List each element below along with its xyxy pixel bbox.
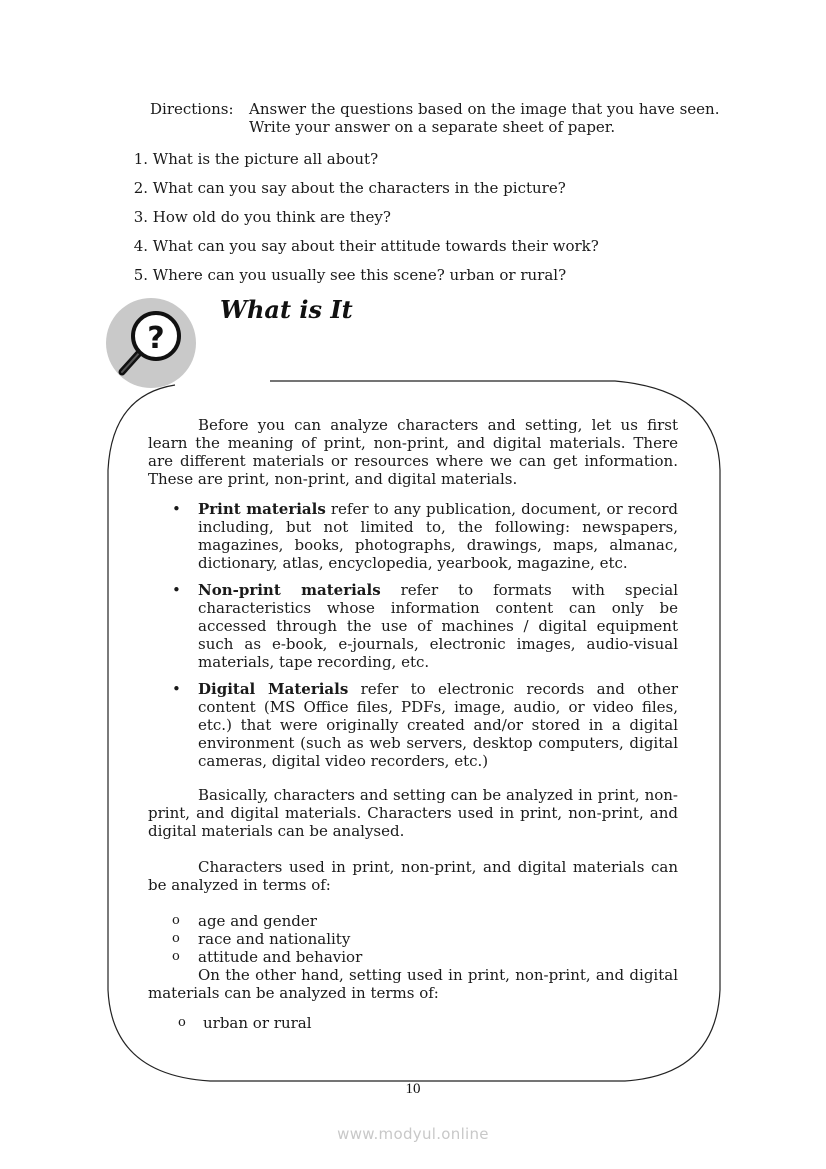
question-text: What can you say about their attitude towards their work? — [152, 237, 599, 255]
magnifier-question-icon — [106, 298, 196, 388]
question-text: How old do you think are they? — [152, 208, 391, 226]
circle-bullet-icon: o — [172, 931, 180, 946]
question-text: What can you say about the characters in the picture? — [152, 179, 566, 197]
character-aspect-item — [148, 930, 678, 948]
bullet-icon: • — [172, 500, 181, 518]
setting-aspects-list — [148, 1014, 678, 1032]
question-number: 1. — [133, 150, 148, 168]
definition: refer to electronic records and other content (MS Office files, PDFs, image, audio, or video files, etc.) that were originally created and/or stored in a digital environment (such as web servers, desktop computers, digital cameras, digital video recorders, etc.) — [198, 680, 678, 770]
bullet-icon: • — [172, 581, 181, 599]
materials-list-item — [148, 500, 678, 572]
term: Digital Materials — [198, 680, 349, 698]
page-number: 10 — [405, 1081, 421, 1097]
section-title: What is It — [220, 295, 353, 324]
aspect-text: attitude and behavior — [198, 948, 363, 966]
question-number: 4. — [133, 237, 148, 255]
aspect-text: urban or rural — [203, 1014, 312, 1032]
intro-paragraph: Before you can analyze characters and setting, let us first learn the meaning of print, non-print, and digital materials. There are different materials or resources where we can get information. These are print, non-print, and digital materials. — [148, 416, 678, 488]
question-number: 3. — [133, 208, 148, 226]
character-aspect-item — [148, 948, 678, 966]
directions-label: Directions: — [150, 100, 234, 118]
question-text: Where can you usually see this scene? urban or rural? — [152, 266, 567, 284]
directions-line-1: Answer the questions based on the image that you have seen. — [249, 100, 720, 118]
question-text: What is the picture all about? — [152, 150, 379, 168]
svg-text:?: ? — [147, 321, 165, 356]
term: Non-print materials — [198, 581, 381, 599]
materials-list-item — [148, 581, 678, 671]
character-aspects-list — [148, 912, 678, 966]
aspect-text: age and gender — [198, 912, 317, 930]
watermark: www.modyul.online — [337, 1125, 489, 1143]
setting-intro: On the other hand, setting used in print, non-print, and digital materials can be analyzed in terms of: — [148, 966, 678, 1002]
basically-paragraph: Basically, characters and setting can be analyzed in print, non-print, and digital materials. Characters used in print, non-print, and digital materials can be analysed. — [148, 786, 678, 840]
materials-list-item — [148, 680, 678, 770]
question-number: 2. — [133, 179, 148, 197]
aspect-text: race and nationality — [198, 930, 351, 948]
setting-aspect-item — [148, 1014, 678, 1032]
circle-bullet-icon: o — [172, 913, 180, 928]
question-number: 5. — [133, 266, 148, 284]
bullet-icon: • — [172, 680, 181, 698]
circle-bullet-icon: o — [178, 1015, 186, 1030]
content-box — [148, 416, 678, 1032]
circle-bullet-icon: o — [172, 949, 180, 964]
directions-line-2: Write your answer on a separate sheet of paper. — [249, 118, 616, 136]
term: Print materials — [198, 500, 326, 518]
characters-intro: Characters used in print, non-print, and digital materials can be analyzed in terms of: — [148, 858, 678, 894]
character-aspect-item — [148, 912, 678, 930]
materials-list — [148, 500, 678, 770]
definition: refer to formats with special characteristics whose information content can only be accessed through the use of machines / digital equipment such as e-book, e-journals, electronic images, audio-visual materials, tape recording, etc. — [198, 581, 678, 671]
definition: refer to any publication, document, or record including, but not limited to, the following: newspapers, magazines, books, photographs, drawings, maps, almanac, dictionary, atlas, encyclopedia, yearbook, magazine, etc. — [198, 500, 679, 572]
